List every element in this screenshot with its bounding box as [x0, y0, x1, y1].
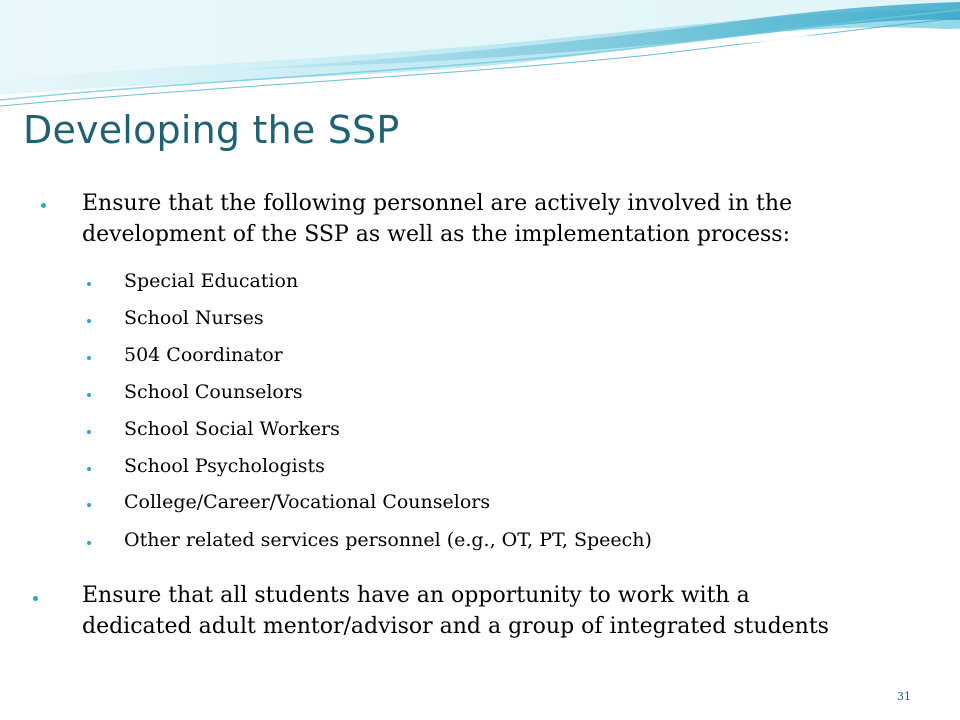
bullet-1-text: Ensure that the following personnel are actively involved in the development of the SSP as well as the implementation process: — [82, 191, 793, 247]
list-item: College/Career/Vocational Counselors — [124, 491, 491, 513]
list-item: School Psychologists — [124, 455, 325, 477]
sub-bullet-icon — [87, 467, 91, 471]
list-item: Special Education — [124, 270, 299, 292]
sub-bullet-icon — [87, 319, 91, 323]
sub-bullet-icon — [87, 356, 91, 360]
sub-bullet-icon — [87, 541, 91, 545]
list-item: 504 Coordinator — [124, 344, 283, 366]
page-number: 31 — [897, 690, 911, 703]
slide-title: Developing the SSP — [23, 108, 400, 152]
list-item: School Nurses — [124, 307, 264, 329]
bullet-icon — [33, 596, 38, 601]
list-item: School Counselors — [124, 381, 303, 403]
list-item: Other related services personnel (e.g., OT, PT, Speech) — [124, 529, 652, 551]
list-item: School Social Workers — [124, 418, 340, 440]
sub-bullet-icon — [87, 393, 91, 397]
sub-bullet-icon — [87, 503, 91, 507]
bullet-icon — [41, 203, 46, 208]
sub-bullet-icon — [87, 430, 91, 434]
sub-bullet-icon — [87, 282, 91, 286]
bullet-2-text: Ensure that all students have an opportunity to work with a dedicated adult mentor/advisor and a group of integrated students — [82, 583, 829, 639]
